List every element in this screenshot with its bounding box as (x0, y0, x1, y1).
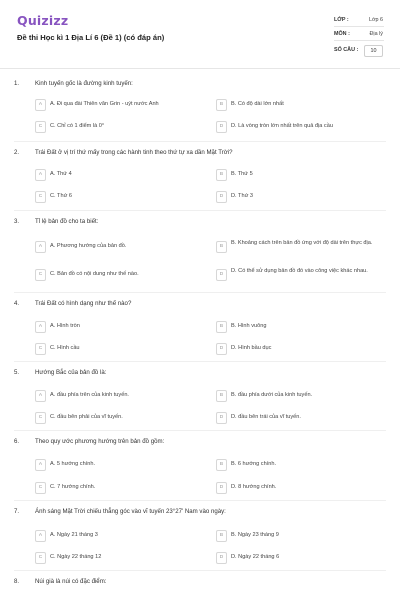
option-a[interactable] (35, 459, 205, 473)
question-number: 1. (14, 80, 20, 87)
option-text: A. Thứ 4 (50, 171, 72, 177)
option-letter: B (216, 99, 227, 111)
quizizz-logo: Quizizz (17, 13, 69, 28)
option-text: B. Thứ 5 (231, 171, 253, 177)
option-letter: C (35, 412, 46, 424)
option-text: D. Là vòng tròn lớn nhất trên quả địa cầu (231, 123, 333, 129)
option-text: C. Hình cầu (50, 345, 80, 351)
option-d[interactable] (216, 343, 386, 357)
page-header (0, 0, 400, 69)
option-text: C. Bản đồ có nội dung như thế nào. (50, 271, 139, 277)
question-divider (14, 500, 386, 501)
meta-value-subject: Địa lý (369, 31, 383, 37)
option-b[interactable] (216, 459, 386, 473)
option-d[interactable] (216, 191, 386, 205)
option-d[interactable] (216, 552, 386, 566)
option-c[interactable] (35, 121, 205, 135)
question-number: 3. (14, 218, 20, 225)
question-text: Tỉ lệ bản đồ cho ta biết: (35, 218, 99, 225)
meta-label-grade: LỚP : (334, 17, 349, 23)
option-letter: C (35, 269, 46, 281)
page-title: Đề thi Học kì 1 Địa Lí 6 (Đề 1) (có đáp án) (17, 33, 165, 42)
meta-value-count: 10 (364, 45, 383, 57)
option-text: A. Phương hướng của bản đồ. (50, 243, 127, 249)
question-divider (14, 361, 386, 362)
option-a[interactable] (35, 241, 205, 255)
option-letter: D (216, 412, 227, 424)
option-letter: D (216, 343, 227, 355)
option-letter: A (35, 169, 46, 181)
option-text: B. Có độ dài lớn nhất (231, 101, 284, 107)
option-letter: D (216, 552, 227, 564)
option-letter: B (216, 241, 227, 253)
question-text: Kinh tuyến gốc là đường kinh tuyến: (35, 80, 133, 87)
option-c[interactable] (35, 343, 205, 357)
question-text: Theo quy ước phương hướng trên bản đồ gồm: (35, 438, 165, 445)
option-letter: D (216, 482, 227, 494)
option-a[interactable] (35, 169, 205, 183)
question-text: Hướng Bắc của bản đồ là: (35, 369, 107, 376)
option-text: D. đầu bên trái của vĩ tuyến. (231, 414, 301, 420)
option-letter: A (35, 530, 46, 542)
option-letter: B (216, 169, 227, 181)
option-text: B. Hình vuông (231, 323, 267, 329)
question-text: Núi già là núi có đặc điểm: (35, 578, 107, 585)
option-c[interactable] (35, 482, 205, 496)
option-text: D. 8 hướng chính. (231, 484, 277, 490)
option-c[interactable] (35, 412, 205, 426)
option-text: C. Ngày 22 tháng 12 (50, 554, 102, 560)
option-letter: A (35, 321, 46, 333)
option-text: D. Thứ 3 (231, 193, 253, 199)
question-number: 4. (14, 300, 20, 307)
question-number: 7. (14, 508, 20, 515)
option-text: C. Chỉ có 1 điểm là 0° (50, 123, 105, 129)
option-text: B. đầu phía dưới của kinh tuyến. (231, 392, 313, 398)
option-text: A. Đi qua đài Thiên văn Grin - uýt nước Anh (50, 101, 159, 107)
option-letter: D (216, 269, 227, 281)
option-text: C. 7 hướng chính. (50, 484, 96, 490)
question-number: 5. (14, 369, 20, 376)
meta-divider (334, 26, 384, 27)
option-c[interactable] (35, 191, 205, 205)
question-divider (14, 570, 386, 571)
option-a[interactable] (35, 390, 205, 404)
option-b[interactable] (216, 530, 386, 544)
option-letter: B (216, 530, 227, 542)
question-number: 6. (14, 438, 20, 445)
option-text: C. đầu bên phải của vĩ tuyến. (50, 414, 123, 420)
question-number: 8. (14, 578, 20, 585)
option-a[interactable] (35, 530, 205, 544)
option-letter: C (35, 482, 46, 494)
option-letter: A (35, 390, 46, 402)
option-letter: B (216, 390, 227, 402)
option-text: D. Hình bầu dục (231, 345, 272, 351)
option-letter: B (216, 459, 227, 471)
option-b[interactable] (216, 169, 386, 183)
option-letter: A (35, 99, 46, 111)
option-letter: D (216, 121, 227, 133)
question-divider (14, 210, 386, 211)
option-d[interactable] (216, 412, 386, 426)
meta-label-count: SỐ CÂU : (334, 47, 359, 53)
option-text: C. Thứ 6 (50, 193, 72, 199)
option-text: D. Có thể sử dụng bản đồ đó vào công việc khác nhau. (231, 268, 368, 274)
option-letter: C (35, 552, 46, 564)
option-a[interactable] (35, 99, 205, 113)
option-d[interactable] (216, 269, 386, 283)
meta-divider (334, 40, 384, 41)
option-letter: B (216, 321, 227, 333)
question-text: Ánh sáng Mặt Trời chiếu thẳng góc vào vĩ tuyến 23°27' Nam vào ngày: (35, 508, 226, 515)
meta-value-grade: Lớp 6 (368, 17, 383, 23)
option-letter: D (216, 191, 227, 203)
option-text: B. Ngày 23 tháng 9 (231, 532, 279, 538)
option-text: B. Khoảng cách trên bản đồ ứng với độ dài trên thực địa. (231, 240, 373, 246)
question-number: 2. (14, 149, 20, 156)
option-b[interactable] (216, 241, 386, 255)
question-text: Trái Đất ở vị trí thứ mấy trong các hành tinh theo thứ tự xa dần Mặt Trời? (35, 149, 233, 156)
option-letter: A (35, 241, 46, 253)
option-text: A. đầu phía trên của kinh tuyến. (50, 392, 129, 398)
option-c[interactable] (35, 552, 205, 566)
option-a[interactable] (35, 321, 205, 335)
question-divider (14, 292, 386, 293)
option-text: B. 6 hướng chính. (231, 461, 277, 467)
question-text: Trái Đất có hình dạng như thế nào? (35, 300, 132, 307)
option-text: A. Hình tròn (50, 323, 80, 329)
option-text: D. Ngày 22 tháng 6 (231, 554, 280, 560)
option-letter: C (35, 121, 46, 133)
option-text: A. Ngày 21 tháng 3 (50, 532, 98, 538)
option-d[interactable] (216, 121, 386, 135)
option-b[interactable] (216, 99, 386, 113)
option-letter: C (35, 343, 46, 355)
option-d[interactable] (216, 482, 386, 496)
option-b[interactable] (216, 321, 386, 335)
option-b[interactable] (216, 390, 386, 404)
option-letter: A (35, 459, 46, 471)
option-letter: C (35, 191, 46, 203)
option-c[interactable] (35, 269, 205, 283)
question-divider (14, 430, 386, 431)
option-text: A. 5 hướng chính. (50, 461, 96, 467)
question-divider (14, 141, 386, 142)
meta-label-subject: MÔN : (334, 31, 350, 37)
